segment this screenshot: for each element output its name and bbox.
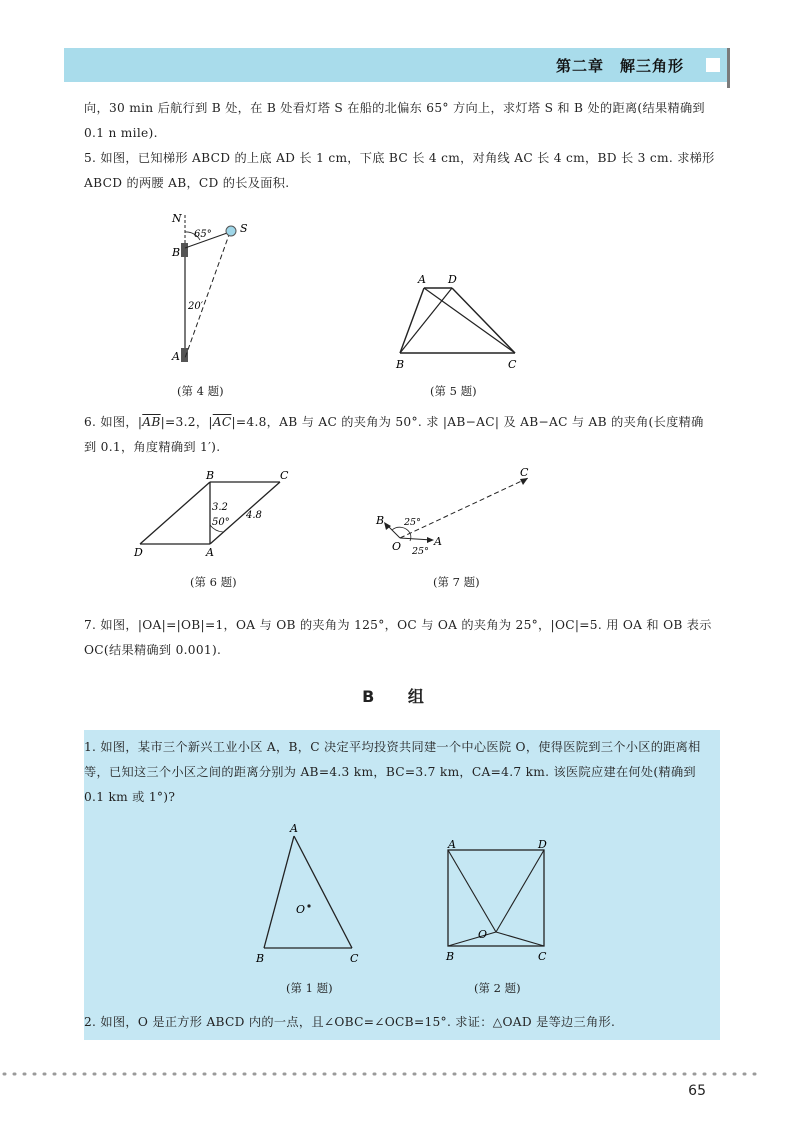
fig-b2-label-a: A xyxy=(448,838,456,851)
fig6-label-len1: 3.2 xyxy=(212,502,228,513)
fig7-label-c: C xyxy=(520,466,529,479)
figure-b1-caption: (第 1 题) xyxy=(286,981,333,995)
fig-b1-label-a: A xyxy=(290,822,298,835)
fig-b1-label-b: B xyxy=(256,952,265,965)
fig4-label-angle: 65° xyxy=(194,229,212,240)
fig4-label-n: N xyxy=(172,212,182,225)
problem-6-part-c: |=4.8，AB 与 AC 的夹角为 50°. 求 |AB−AC| 及 AB−AC 与 AB 的夹角(长度精确到 0.1，角度精确到 1′). xyxy=(84,415,704,454)
fig7-label-o: O xyxy=(392,540,402,553)
figure-5-caption: (第 5 题) xyxy=(430,384,477,398)
fig-b2-label-d: D xyxy=(538,838,547,851)
figure-6 xyxy=(130,470,295,558)
page-number: 65 xyxy=(688,1083,706,1099)
fig4-label-s: S xyxy=(240,222,248,235)
vector-ac: $\overline{AC}$ xyxy=(212,415,232,429)
figure-b1 xyxy=(250,822,370,967)
fig6-label-c: C xyxy=(280,470,289,482)
fig-b1-label-o: O xyxy=(296,903,306,916)
fig4-label-a: A xyxy=(172,350,180,363)
problem-7: 7. 如图，|OA|=|OB|=1，OA 与 OB 的夹角为 125°，OC 与 OA 的夹角为 25°，|OC|=5. 用 OA 和 OB 表示 OC(结果精确到 0.001). xyxy=(84,618,712,657)
figure-4 xyxy=(160,210,270,370)
fig7-label-a2: 25° xyxy=(412,546,429,557)
fig6-label-d: D xyxy=(134,546,143,558)
fig-b1-label-c: C xyxy=(350,952,359,965)
chapter-title: 第二章 解三角形 xyxy=(555,57,684,75)
figure-b2 xyxy=(440,838,560,968)
figure-4-caption: (第 4 题) xyxy=(177,384,224,398)
header-square xyxy=(706,58,720,72)
fig5-label-a: A xyxy=(418,273,426,286)
chapter-header xyxy=(64,48,728,82)
problem-4-continuation: 向，30 min 后航行到 B 处，在 B 处看灯塔 S 在船的北偏东 65° 方向上，求灯塔 S 和 B 处的距离(结果精确到 0.1 n mile). xyxy=(84,101,705,140)
fig7-label-a: A xyxy=(434,535,442,548)
fig5-label-d: D xyxy=(448,273,457,286)
problem-6-part-b: |=3.2，| xyxy=(160,415,213,429)
vector-ab: $\overline{AB}$ xyxy=(142,415,161,429)
problem-6-part-a: 6. 如图，| xyxy=(84,415,143,429)
figure-7-caption: (第 7 题) xyxy=(433,575,480,589)
header-edge-bar xyxy=(727,48,730,88)
footer-dotted-rule xyxy=(0,1072,760,1076)
fig6-label-b: B xyxy=(206,470,215,482)
fig5-label-b: B xyxy=(396,358,405,371)
figure-7 xyxy=(370,466,540,561)
fig-b2-label-o: O xyxy=(478,928,488,941)
group-b-title: B 组 xyxy=(362,687,438,706)
group-b-problem-1: 1. 如图，某市三个新兴工业小区 A，B，C 决定平均投资共同建一个中心医院 O，使得医院到三个小区的距离相等，已知这三个小区之间的距离分别为 AB=4.3 km，BC=3.7 km，CA=4.7 km. 该医院应建在何处(精确到 0.1 km 或 1°)? xyxy=(84,740,701,804)
figure-b2-caption: (第 2 题) xyxy=(474,981,521,995)
fig6-label-a: A xyxy=(206,546,214,558)
fig7-label-a1: 25° xyxy=(404,517,421,528)
fig6-label-len2: 4.8 xyxy=(246,510,262,521)
fig6-label-angle: 50° xyxy=(212,517,230,528)
fig5-label-c: C xyxy=(508,358,517,371)
group-b-problem-2: 2. 如图，O 是正方形 ABCD 内的一点，且∠OBC=∠OCB=15°. 求证：△OAD 是等边三角形. xyxy=(84,1015,616,1029)
fig4-label-b: B xyxy=(172,246,181,259)
problem-6 xyxy=(84,410,716,460)
fig7-label-b: B xyxy=(376,514,385,527)
fig-b2-label-c: C xyxy=(538,950,547,963)
fig4-label-side: 20′ xyxy=(188,301,203,312)
figure-5 xyxy=(390,268,530,373)
fig-b2-label-b: B xyxy=(446,950,455,963)
problem-5: 5. 如图，已知梯形 ABCD 的上底 AD 长 1 cm，下底 BC 长 4 cm，对角线 AC 长 4 cm，BD 长 3 cm. 求梯形 ABCD 的两腰 AB，CD 的长及面积. xyxy=(84,151,715,190)
figure-6-caption: (第 6 题) xyxy=(190,575,237,589)
